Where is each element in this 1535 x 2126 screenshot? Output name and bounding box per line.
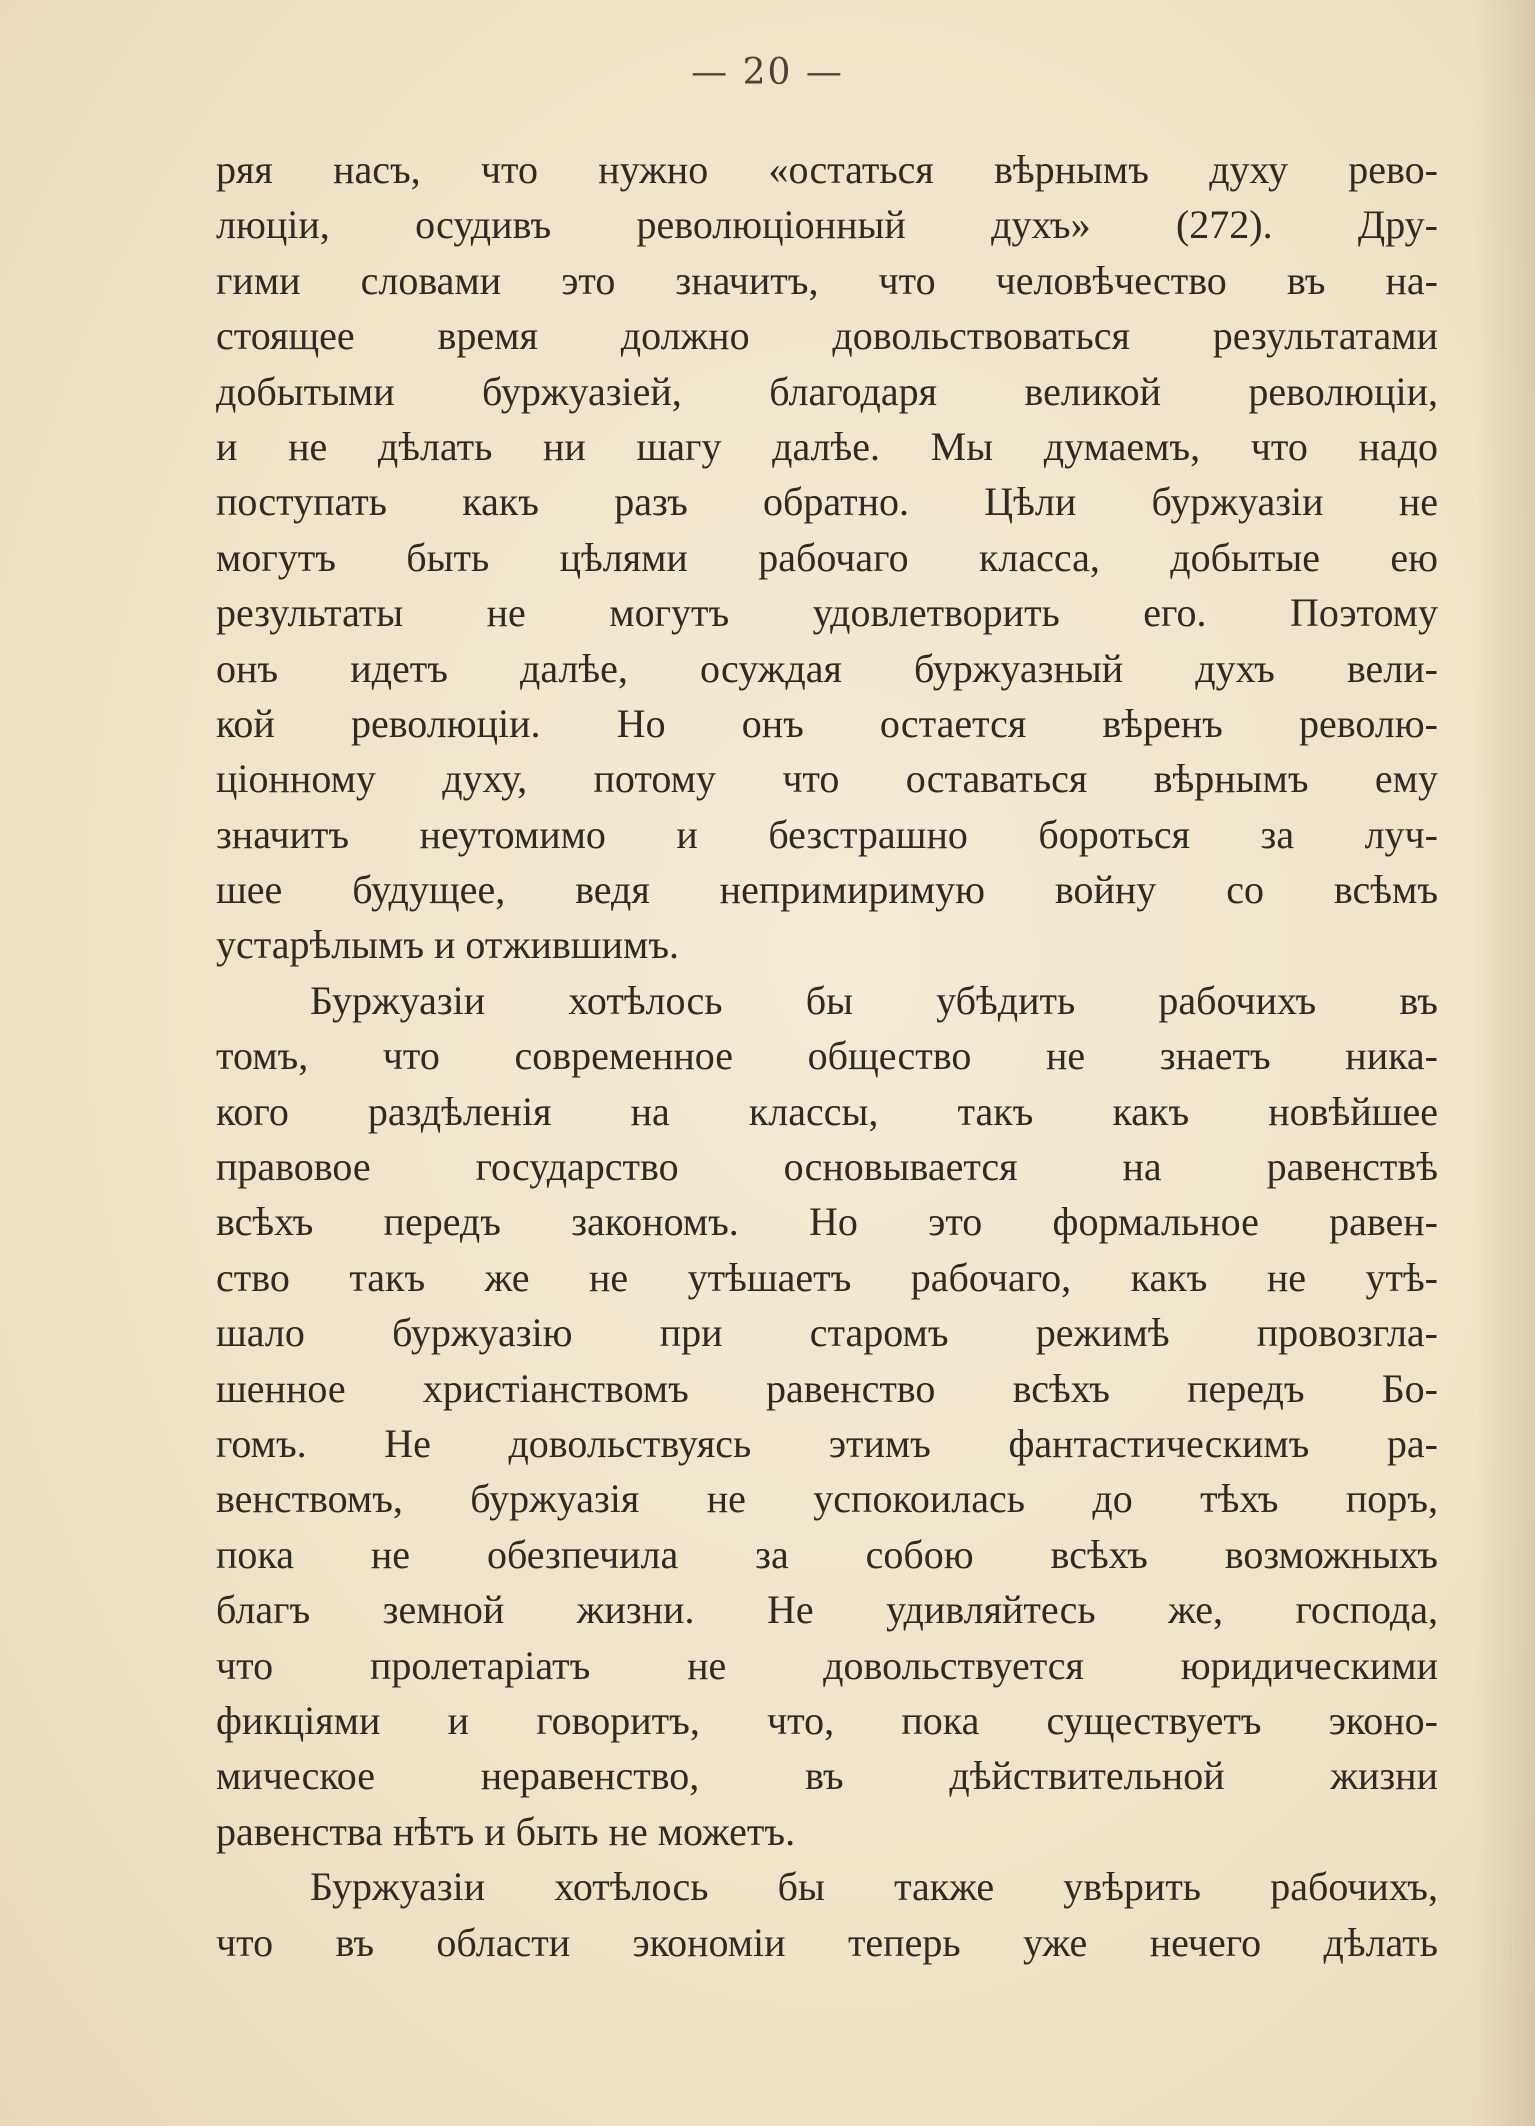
page-edge-shadow [1475,0,1535,2126]
text-line: правовое государство основывается на равенствѣ [216,1144,1438,1190]
paragraph-end-line: равенства нѣтъ и быть не можетъ. [216,1808,796,1854]
text-line: добытыми буржуазіей, благодаря великой революціи, [216,368,1438,414]
page-number: — 20 — [691,52,844,93]
text-line: шенное христіанствомъ равенство всѣхъ передъ Бо- [216,1365,1438,1411]
text-line: стоящее время должно довольствоваться результатами [216,313,1438,359]
text-line: ряя насъ, что нужно «остаться вѣрнымъ духу рево- [216,147,1438,192]
text-line: поступать какъ разъ обратно. Цѣли буржуазіи не [216,479,1438,525]
text-line: благъ земной жизни. Не удивляйтесь же, господа, [216,1587,1438,1633]
text-line: фикціями и говоритъ, что, пока существуетъ эконо- [216,1697,1438,1743]
paragraph-end-line: устарѣлымъ и отжившимъ. [216,922,680,968]
text-line: что въ области экономіи теперь уже нечего дѣлать [216,1919,1438,1965]
text-line: шало буржуазію при старомъ режимѣ провозгла- [216,1310,1438,1356]
text-line: значитъ неутомимо и безстрашно бороться за луч- [216,811,1438,857]
text-line: гомъ. Не довольствуясь этимъ фантастическимъ ра- [216,1420,1438,1466]
paragraph-start-line: Буржуазіи хотѣлось бы убѣдить рабочихъ въ [310,977,1438,1023]
text-line: люціи, осудивъ революціонный духъ» (272). Дру- [216,202,1438,248]
text-line: ціонному духу, потому что оставаться вѣрнымъ ему [216,756,1438,802]
text-line: ство такъ же не утѣшаетъ рабочаго, какъ не утѣ- [216,1254,1438,1300]
text-line: кого раздѣленія на классы, такъ какъ новѣйшее [216,1088,1438,1134]
text-line: гими словами это значитъ, что человѣчество въ на- [216,257,1438,303]
text-line: могутъ быть цѣлями рабочаго класса, добытые ею [216,534,1438,580]
text-line: результаты не могутъ удовлетворить его. Поэтому [216,590,1438,636]
body-text [216,142,1438,1970]
text-line: и не дѣлать ни шагу далѣе. Мы думаемъ, что надо [216,423,1438,469]
text-line: пока не обезпечила за собою всѣхъ возможныхъ [216,1531,1438,1577]
text-line: венствомъ, буржуазія не успокоилась до тѣхъ поръ, [216,1476,1438,1522]
text-line: онъ идетъ далѣе, осуждая буржуазный духъ вели- [216,645,1438,691]
text-line: мическое неравенство, въ дѣйствительной жизни [216,1753,1438,1799]
text-line: что пролетаріатъ не довольствуется юридическими [216,1642,1438,1688]
text-line: кой революціи. Но онъ остается вѣренъ револю- [216,700,1438,746]
paragraph-start-line: Буржуазіи хотѣлось бы также увѣрить рабочихъ, [310,1864,1438,1910]
text-line: шее будущее, ведя непримиримую войну со всѣмъ [216,867,1438,913]
text-line: томъ, что современное общество не знаетъ ника- [216,1033,1438,1079]
text-line: всѣхъ передъ закономъ. Но это формальное равен- [216,1199,1438,1245]
